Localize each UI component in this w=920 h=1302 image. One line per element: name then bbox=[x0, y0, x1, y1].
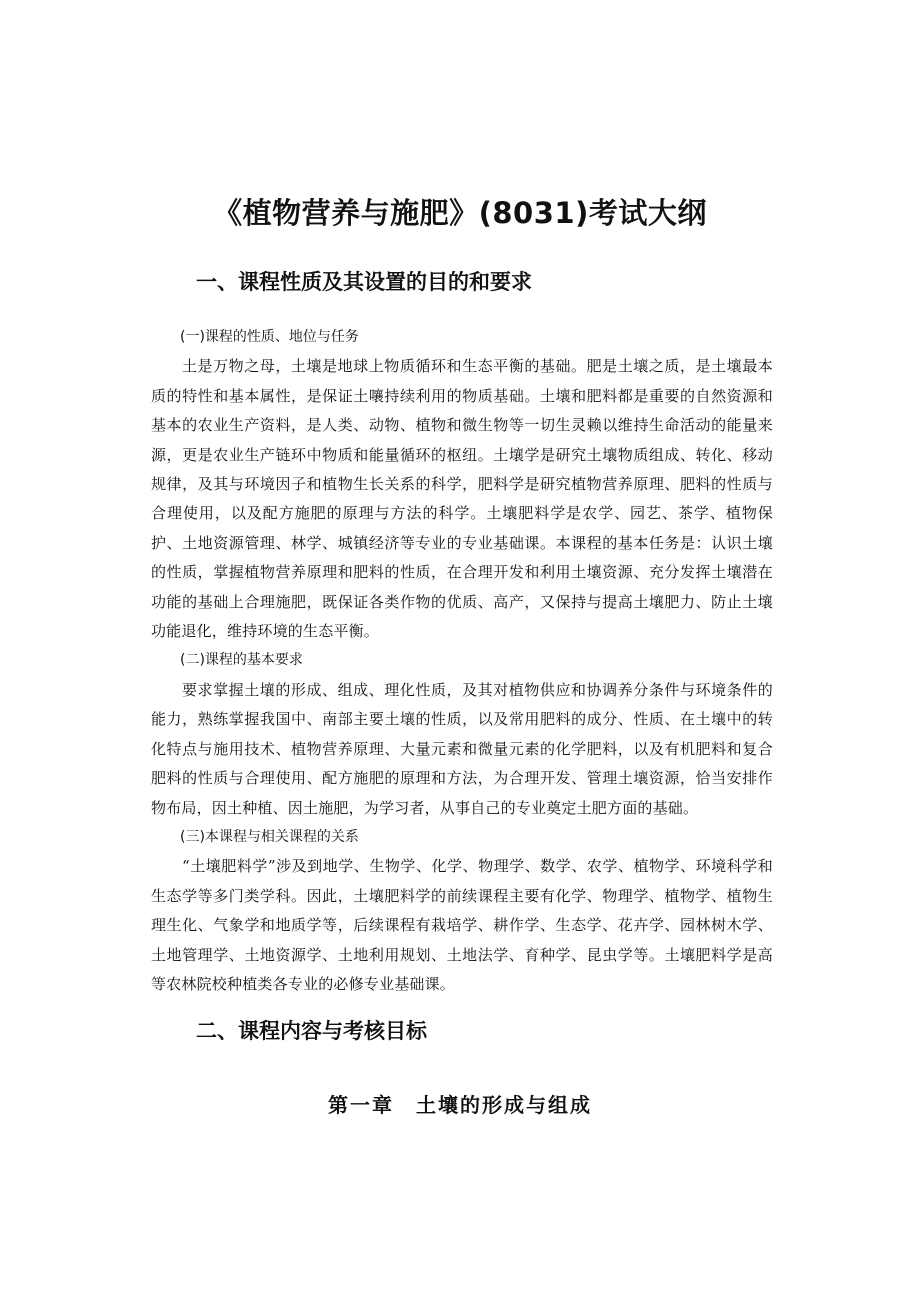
section-body-course-nature bbox=[151, 323, 773, 999]
document-title: 《植物营养与施肥》(8031)考试大纲 bbox=[213, 196, 707, 230]
paragraph-basic-requirements: 要求掌握土壤的形成、组成、理化性质，及其对植物供应和协调养分条件与环境条件的能力，熟练掌握我国中、南部主要土壤的性质，以及常用肥料的成分、性质、在土壤中的转化特点与施用技术、植物营养原理、大量元素和微量元素的化学肥料，以及有机肥料和复合肥料的性质与合理使用、配方施肥的原理和方法，为合理开发、管理土壤资源，恰当安排作物布局，因土种植、因土施肥，为学习者，从事自己的专业奠定土肥方面的基础。 bbox=[151, 680, 773, 817]
paragraph-related-courses: “土壤肥料学”涉及到地学、生物学、化学、物理学、数学、农学、植物学、环境科学和生态学等多门类学科。因此，土壤肥料学的前续课程主要有化学、物理学、植物学、植物生理生化、气象学和地质学等，后续课程有栽培学、耕作学、生态学、花卉学、园林树木学、土地管理学、土地资源学、土地利用规划、土地法学、育种学、昆虫学等。土壤肥料学是高等农林院校种植类各专业的必修专业基础课。 bbox=[151, 857, 773, 993]
paragraph-nature-status-task: 土是万物之母，土壤是地球上物质循环和生态平衡的基础。肥是土壤之质，是土壤最本质的特性和基本属性，是保证土嚷持续利用的物质基础。土壤和肥料都是重要的自然资源和基本的农业生产资料，是人类、动物、植物和微生物等一切生灵赖以维持生命活动的能量来源，更是农业生产链环中物质和能量循环的枢纽。土壤学是研究土壤物质组成、转化、移动规律，及其与环境因子和植物生长关系的科学，肥料学是研究植物营养原理、肥料的性质与合理使用，以及配方施肥的原理与方法的科学。土壤肥料学是农学、园艺、茶学、植物保护、土地资源管理、林学、城镇经济等专业的专业基础课。本课程的基本任务是：认识土壤的性质，掌握植物营养原理和肥料的性质，在合理开发和利用土壤资源、充分发挥土壤潜在功能的基础上合理施肥，既保证各类作物的优质、高产，又保持与提高土壤肥力、防止土壤功能退化，维持环境的生态平衡。 bbox=[151, 357, 773, 641]
subsection-heading-basic-requirements: (二)课程的基本要求 bbox=[180, 652, 303, 669]
section-heading-course-nature: 一、课程性质及其设置的目的和要求 bbox=[196, 270, 532, 294]
subsection-heading-nature-status-task: (一)课程的性质、地位与任务 bbox=[180, 329, 359, 345]
section-heading-content-objectives: 二、课程内容与考核目标 bbox=[196, 1019, 427, 1043]
subsection-heading-related-courses: (三)本课程与相关课程的关系 bbox=[180, 828, 359, 845]
chapter-title: 第一章 土壤的形成与组成 bbox=[328, 1093, 592, 1117]
